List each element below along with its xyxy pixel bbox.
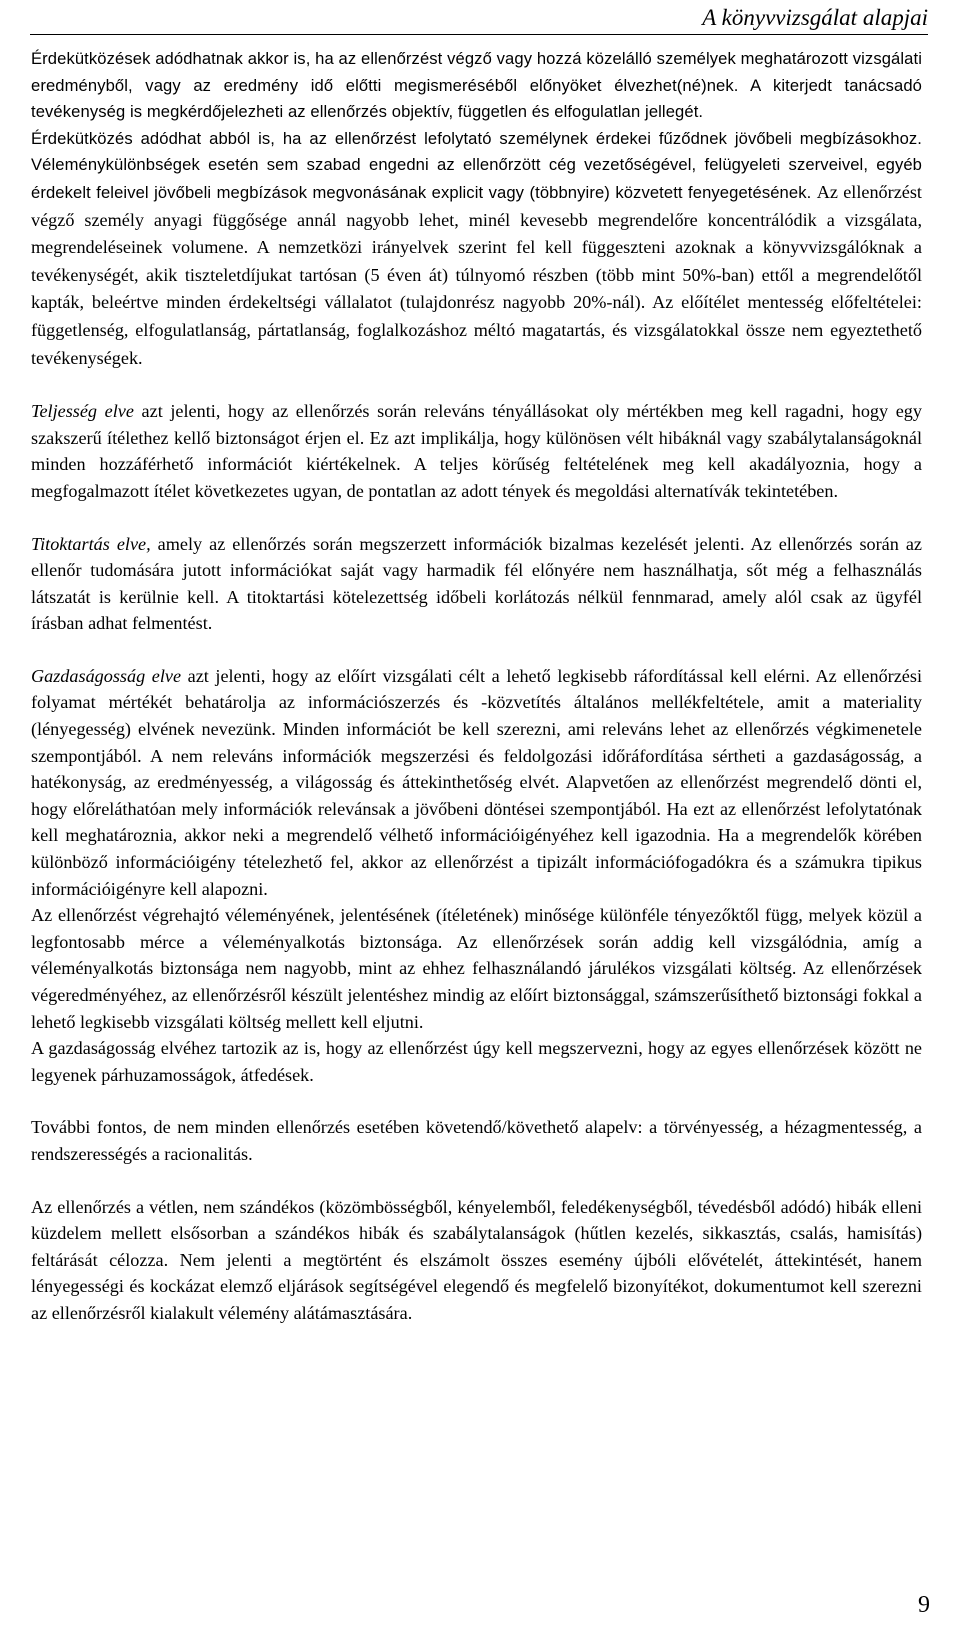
- running-header-title: A könyvvizsgálat alapjai: [702, 5, 928, 30]
- text-completeness: azt jelenti, hogy az ellenőrzés során releváns tényállásokat oly mértékben meg kell ragadni, hogy egy szakszerű ítélethez kellő biztonságot érjen el. Ez azt implikálja, hogy különösen vélt hibáknál vagy szabálytalanságoknál minden hozzáférhető információt kiértékelnek. A teljes körűség feltételének meg kell akadályoznia, hogy a megfogalmazott ítélet következetes ugyan, de pontatlan az adott tények és megoldási alternatívák tekintetében.: [31, 401, 922, 501]
- paragraph-opinion-quality: Az ellenőrzést végrehajtó véleményének, jelentésének (ítéletének) minősége különféle tényezőktől függ, melyek közül a legfontosabb mérce a véleményalkotás biztonsága. Az ellenőrzések során addig kell vizsgálódnia, amíg a véleményalkotás biztonsága nem nagyobb, mint az ehhez felhasználandó járulékos vizsgálati költség. Az ellenőrzések végeredményéhez, az ellenőrzésről készült jelentéshez mindig az előírt biztonsággal, számszerűsíthető biztonsági fokkal a lehető legkisebb vizsgálati költség mellett kell eljutni.: [31, 905, 922, 1032]
- paragraph-errors-and-irregularities: Az ellenőrzés a vétlen, nem szándékos (közömbösségből, kényelemből, feledékenységből, tévedésből adódó) hibák elleni küzdelem mellett elsősorban a szándékos hibák és szabálytalanságok (hűtlen kezelés, sikkasztás, csalás, hamisítás) feltárását célozza. Nem jelenti a megtörtént és elszámolt összes esemény újbóli elővételét, áttekintését, hanem lényegességi és kockázat elemző eljárások segítségével elegendő és megfelelő bizonyítékot, dokumentumot kell szerezni az ellenőrzésről kialakult vélemény alátámasztására.: [31, 1196, 922, 1323]
- paragraph-no-overlaps: A gazdaságosság elvéhez tartozik az is, hogy az ellenőrzést úgy kell megszervezni, hogy az egyes ellenőrzések között ne legyenek párhuzamosságok, átfedések.: [31, 1038, 922, 1085]
- header-rule: [30, 34, 928, 35]
- paragraph-completeness: [31, 398, 922, 504]
- body-text: [31, 46, 922, 1327]
- paragraph-confidentiality: [31, 531, 922, 637]
- paragraph-future-engagements: [31, 126, 922, 372]
- term-confidentiality: Titoktartás elve,: [31, 533, 151, 554]
- paragraph-conflict-of-interest: Érdekütközések adódhatnak akkor is, ha az ellenőrzést végző vagy hozzá közelálló személyek meghatározott vizsgálati eredményből, vagy az eredmény idő előtti megismeréséből előnyöket élvezhet(né)nek. A kiterjedt tanácsadó tevékenység is megkérdőjelezheti az ellenőrzés objektív, független és elfogulatlan jellegét.: [31, 49, 922, 122]
- paragraph-further-principles: További fontos, de nem minden ellenőrzés esetében követendő/követhető alapelv: a törvényesség, a hézagmentesség, a rendszerességés a racionalitás.: [31, 1117, 922, 1164]
- term-economy: Gazdaságosság elve: [31, 665, 182, 686]
- text-economy: azt jelenti, hogy az előírt vizsgálati célt a lehető legkisebb ráfordítással kell elérni. Az ellenőrzési folyamat mértékét behatárolja az információszerzés és -közvetítés általános mellékfeltétele, amit a materiality (lényegesség) elvének nevezünk. Minden információt be kell szerezni, ami releváns lehet az ellenőrzés végkimenetele szempontjából. A nem releváns információk megszerzési és feldolgozási időráfordítása sértheti a gazdaságosság, a hatékonyság, az eredményesség, a világosság és áttekinthetőség elvét. Alapvetően az ellenőrzést megrendelő dönti el, hogy előreláthatóan mely információk relevánsak a jövőbeni döntései szempontjából. Ha ezt az ellenőrzést lefolytatónak kell meghatároznia, akkor neki a megrendelő vélhető információigényéhez kell igazodnia. Ha a megrendelők körében különböző információigény tételezhető fel, akkor az ellenőrzést a tipizált információfogadókra és a számukra tipikus információigényre kell alapozni.: [31, 665, 923, 899]
- paragraph-future-engagements-sans: Érdekütközés adódhat abból is, ha az ellenőrzést lefolytató személynek érdekei fűződnek jövőbeli megbízásokhoz. Véleménykülönbségek esetén sem szabad engedni az ellenőrzött cég vezetőségével, felügyeleti szerveivel, egyéb érdekelt feleivel jövőbeli megbízások megvonásának explicit vagy (többnyire) közvetett fenyegetésének.: [31, 128, 922, 202]
- text-confidentiality: amely az ellenőrzés során megszerzett információk bizalmas kezelését jelenti. Az ellenőrzés során az ellenőr tudomására jutott információkat saját vagy harmadik fél előnyére nem használhatja, sőt még a felhasználás látszatát is kerülnie kell. A titoktartási kötelezettség időbeli korlátozás nélkül fennmarad, amely alól csak az ügyfél írásban adhat felmentést.: [31, 533, 922, 634]
- page-number: 9: [918, 1592, 930, 1618]
- paragraph-economy: [31, 663, 922, 902]
- term-completeness: Teljesség elve: [31, 401, 134, 422]
- paragraph-financial-dependence: Az ellenőrzést végző személy anyagi függősége annál nagyobb lehet, minél kevesebb megrendelőre koncentrálódik a vizsgálata, megrendeléseinek volumene. A nemzetközi irányelvek szerint fel kell függeszteni azoknak a könyvvizsgálóknak a tevékenységét, akik tiszteletdíjukat tartósan (5 éven át) túlnyomó részben (több mint 50%-ban) ettől a megrendelőtől kapták, beleértve minden érdekeltségi vállalatot (tulajdonrész nagyobb 20%-nál). Az előítélet mentesség előfeltételei: függetlenség, elfogulatlanság, pártatlanság, foglalkozáshoz méltó magatartás, és vizsgálatokkal össze nem egyeztethető tevékenységek.: [31, 181, 922, 368]
